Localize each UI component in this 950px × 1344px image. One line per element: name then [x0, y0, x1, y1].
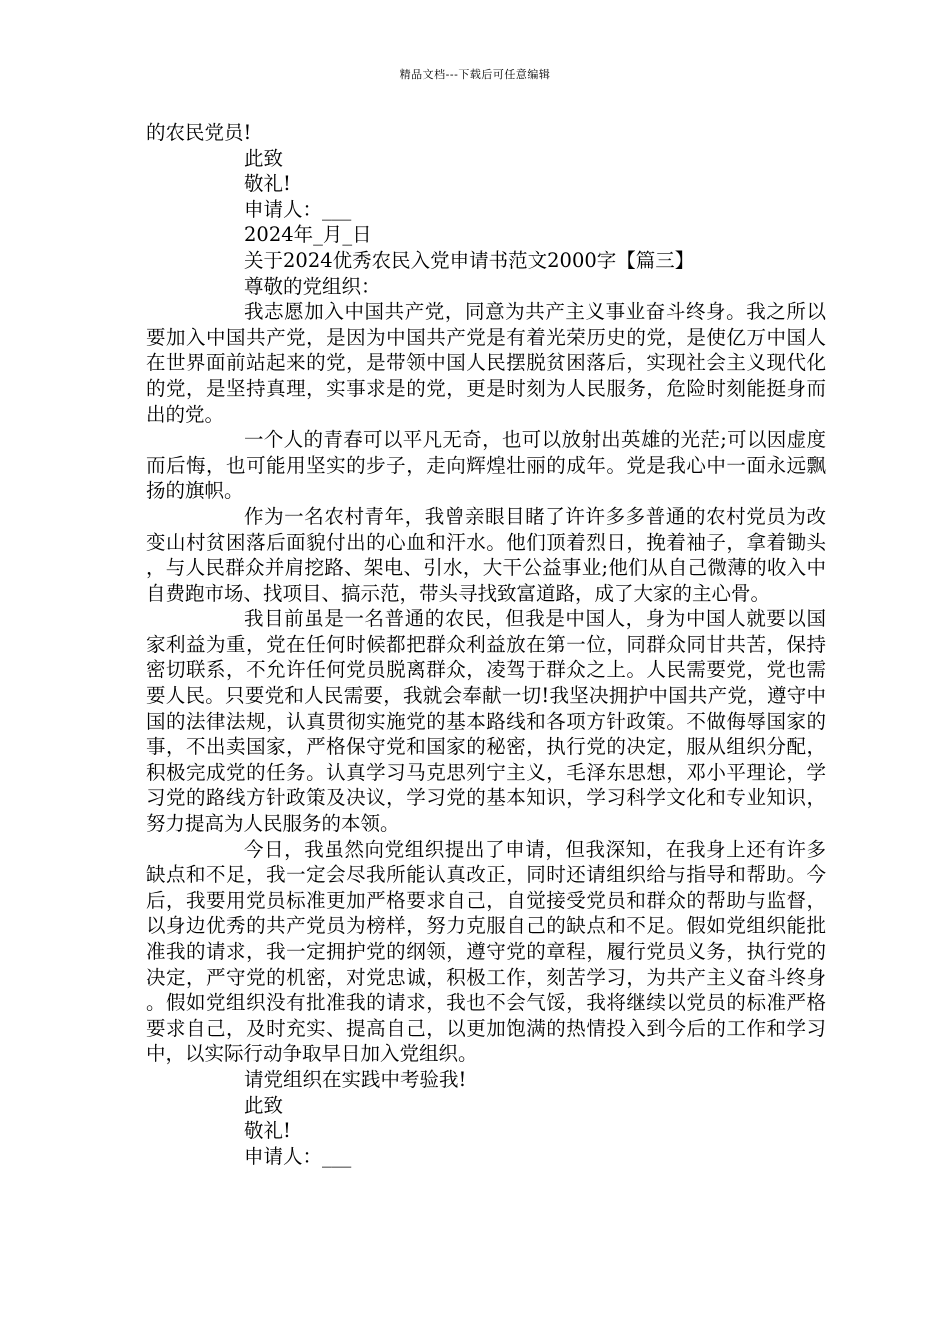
request-line: 请党组织在实践中考验我! [244, 1067, 467, 1091]
paragraph-4: 我目前虽是一名普通的农民，但我是中国人，身为中国人就要以国家利益为重，党在任何时候都把群众利益放在第一位，同群众同甘共苦，保持密切联系，不允许任何党员脱离群众，凌驾于群众之上。人民需要党，党也需要人民。只要党和人民需要，我就会奉献一切!我坚决拥护中国共产党，遵守中国的法律法规，认真贯彻实施党的基本路线和各项方针政策。不做侮辱国家的事，不出卖国家，严格保守党和国家的秘密，执行党的决定，服从组织分配，积极完成党的任务。认真学习马克思列宁主义，毛泽东思想，邓小平理论，学习党的路线方针政策及决议，学习党的基本知识，学习科学文化和专业知识，努力提高为人民服务的本领。 [146, 607, 826, 836]
article-title: 关于2024优秀农民入党申请书范文2000字【篇三】 [244, 248, 695, 272]
salutation-1: 此致 [244, 146, 284, 170]
applicant-line-2: 申请人：___ [244, 1144, 352, 1168]
salutation-3: 此致 [244, 1093, 284, 1117]
paragraph-2: 一个人的青春可以平凡无奇，也可以放射出英雄的光茫;可以因虚度而后悔，也可能用坚实的步子，走向辉煌壮丽的成年。党是我心中一面永远飘扬的旗帜。 [146, 428, 826, 503]
paragraph-1: 我志愿加入中国共产党，同意为共产主义事业奋斗终身。我之所以要加入中国共产党，是因为中国共产党是有着光荣历史的党，是使亿万中国人在世界面前站起来的党，是带领中国人民摆脱贫困落后，实现社会主义现代化的党，是坚持真理，实事求是的党，更是时刻为人民服务，危险时刻能挺身而出的党。 [146, 300, 826, 426]
paragraph-3: 作为一名农村青年，我曾亲眼目睹了许许多多普通的农村党员为改变山村贫困落后面貌付出的心血和汗水。他们顶着烈日，挽着袖子，拿着锄头，与人民群众并肩挖路、架电、引水，大干公益事业;他们从自己微薄的收入中自费跑市场、找项目、搞示范，带头寻找致富道路，成了大家的主心骨。 [146, 504, 826, 605]
applicant-line: 申请人：___ [244, 197, 352, 221]
document-body [146, 120, 826, 1169]
date-line: 2024年_月_日 [244, 223, 372, 247]
salutation-4: 敬礼! [244, 1119, 291, 1143]
paragraph-5: 今日，我虽然向党组织提出了申请，但我深知，在我身上还有许多缺点和不足，我一定会尽我所能认真改正，同时还请组织给与指导和帮助。今后，我要用党员标准更加严格要求自己，自觉接受党员和群众的帮助与监督，以身边优秀的共产党员为榜样，努力克服自己的缺点和不足。假如党组织能批准我的请求，我一定拥护党的纲领，遵守党的章程，履行党员义务，执行党的决定，严守党的机密，对党忠诚，积极工作，刻苦学习，为共产主义奋斗终身。假如党组织没有批准我的请求，我也不会气馁，我将继续以党员的标准严格要求自己，及时充实、提高自己，以更加饱满的热情投入到今后的工作和学习中，以实际行动争取早日加入党组织。 [146, 837, 826, 1066]
page-header: 精品文档---下载后可任意编辑 [399, 68, 551, 81]
closing-line: 的农民党员! [146, 121, 252, 144]
salutation-2: 敬礼! [244, 172, 291, 196]
greeting: 尊敬的党组织： [244, 274, 381, 298]
